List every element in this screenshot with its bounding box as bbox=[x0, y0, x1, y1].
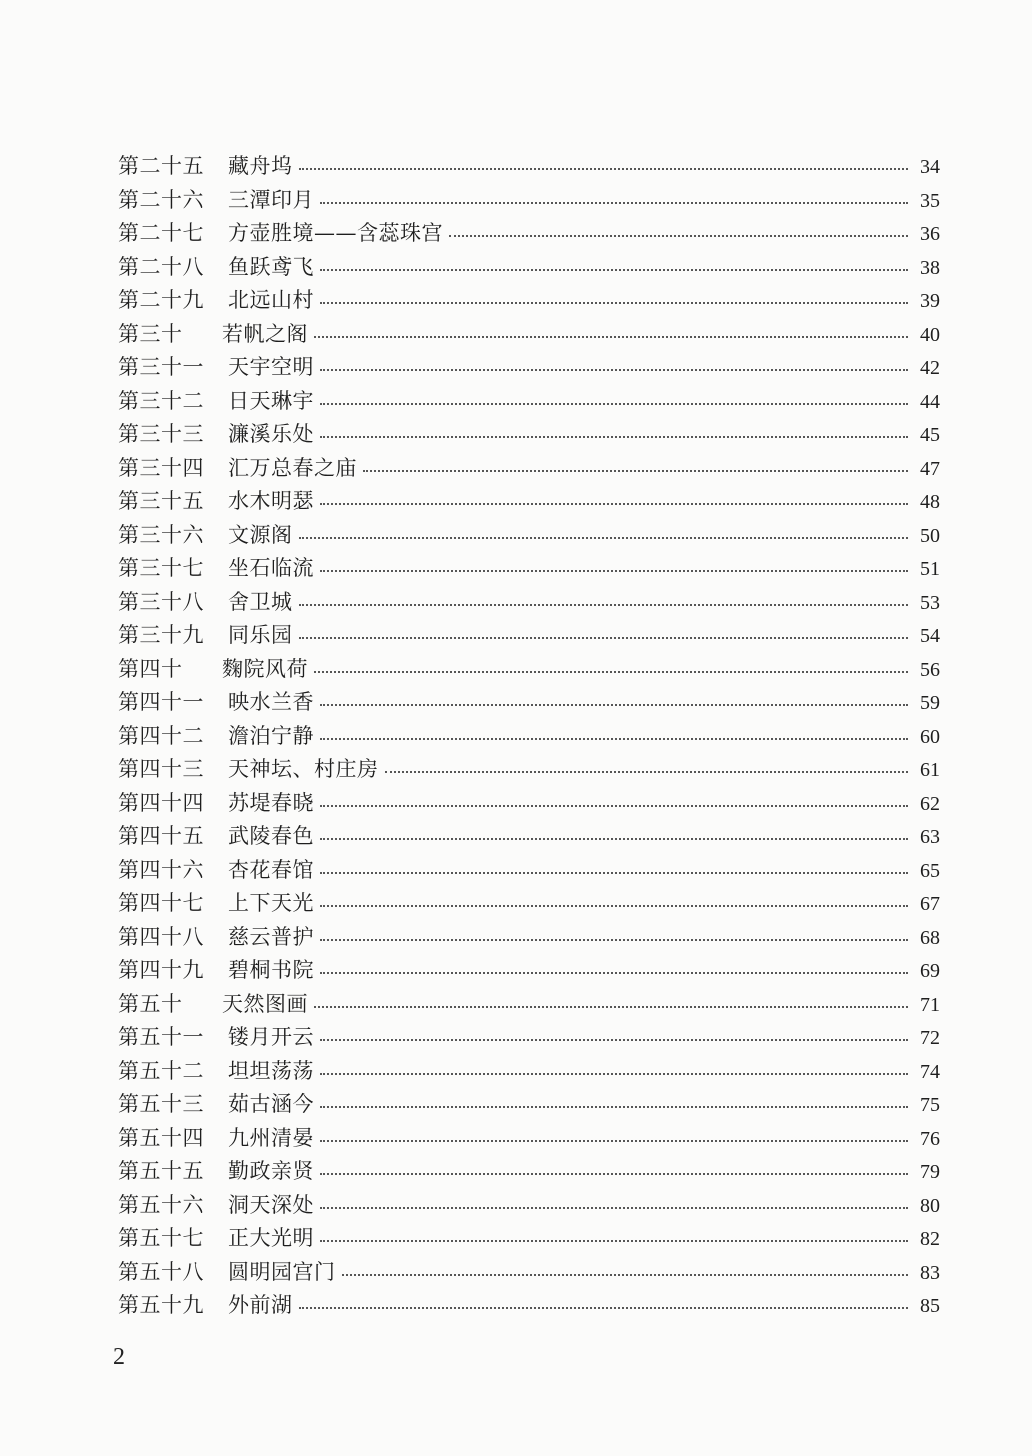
chapter-page-number: 38 bbox=[920, 256, 940, 279]
chapter-title: 天宇空明 bbox=[228, 355, 314, 379]
chapter-title: 水木明瑟 bbox=[228, 489, 314, 513]
chapter-page-number: 79 bbox=[920, 1161, 940, 1183]
chapter-number: 第五十一 bbox=[118, 1025, 204, 1049]
toc-entry bbox=[118, 586, 940, 620]
chapter-title: 藏舟坞 bbox=[228, 154, 293, 178]
toc-entry bbox=[118, 1222, 940, 1256]
chapter-page-number: 80 bbox=[920, 1194, 940, 1217]
chapter-number: 第三十一 bbox=[118, 355, 204, 379]
chapter-page-number: 82 bbox=[920, 1228, 940, 1250]
chapter-number: 第五十三 bbox=[118, 1092, 204, 1116]
chapter-page-number: 44 bbox=[920, 390, 940, 413]
chapter-number: 第四十二 bbox=[118, 723, 204, 748]
chapter-page-number: 68 bbox=[920, 926, 940, 949]
dot-leader bbox=[320, 1240, 908, 1242]
chapter-page-number: 51 bbox=[920, 558, 940, 580]
chapter-page-number: 56 bbox=[920, 658, 940, 681]
toc-entry bbox=[118, 887, 940, 921]
chapter-number: 第二十五 bbox=[118, 154, 204, 178]
toc-entry bbox=[118, 720, 940, 754]
chapter-title: 镂月开云 bbox=[228, 1025, 314, 1049]
toc-entry bbox=[118, 385, 940, 419]
toc-entry bbox=[118, 318, 940, 352]
toc-entry bbox=[118, 988, 940, 1022]
chapter-title: 舍卫城 bbox=[228, 589, 293, 614]
toc-entry bbox=[118, 1088, 940, 1122]
chapter-page-number: 65 bbox=[920, 859, 940, 882]
chapter-page-number: 76 bbox=[920, 1127, 940, 1150]
dot-leader bbox=[299, 168, 909, 170]
chapter-title: 濂溪乐处 bbox=[228, 422, 314, 446]
dot-leader bbox=[320, 1207, 908, 1209]
chapter-page-number: 47 bbox=[920, 457, 940, 480]
dot-leader bbox=[320, 972, 908, 974]
chapter-number: 第四十六 bbox=[118, 857, 204, 882]
dot-leader bbox=[320, 570, 908, 572]
toc-entry bbox=[118, 1189, 940, 1223]
chapter-title: 日天琳宇 bbox=[228, 388, 314, 413]
chapter-number: 第四十七 bbox=[118, 891, 204, 915]
dot-leader bbox=[299, 537, 909, 539]
chapter-page-number: 54 bbox=[920, 625, 940, 647]
chapter-title: 苏堤春晓 bbox=[228, 790, 314, 815]
chapter-title: 洞天深处 bbox=[228, 1192, 314, 1217]
dot-leader bbox=[320, 939, 908, 941]
chapter-title: 慈云普护 bbox=[228, 924, 314, 949]
chapter-page-number: 71 bbox=[920, 993, 940, 1016]
dot-leader bbox=[320, 1140, 908, 1142]
chapter-title: 映水兰香 bbox=[228, 690, 314, 714]
chapter-page-number: 36 bbox=[920, 223, 940, 245]
toc-entry bbox=[118, 452, 940, 486]
chapter-title: 外前湖 bbox=[228, 1293, 293, 1317]
chapter-title: 若帆之阁 bbox=[222, 321, 308, 346]
dot-leader bbox=[299, 1307, 909, 1309]
dot-leader bbox=[320, 738, 908, 740]
chapter-page-number: 50 bbox=[920, 524, 940, 547]
dot-leader bbox=[320, 872, 908, 874]
toc-entry bbox=[118, 921, 940, 955]
toc-entry bbox=[118, 217, 940, 251]
toc-entry bbox=[118, 1289, 940, 1323]
chapter-title: 勤政亲贤 bbox=[228, 1159, 314, 1183]
chapter-title: 武陵春色 bbox=[228, 824, 314, 848]
dot-leader bbox=[314, 336, 908, 338]
toc-entry bbox=[118, 753, 940, 787]
chapter-page-number: 42 bbox=[920, 357, 940, 379]
chapter-title: 文源阁 bbox=[228, 522, 293, 547]
chapter-number: 第五十五 bbox=[118, 1159, 204, 1183]
chapter-page-number: 63 bbox=[920, 826, 940, 848]
chapter-number: 第五十 bbox=[118, 991, 183, 1016]
dot-leader bbox=[320, 403, 908, 405]
dot-leader bbox=[320, 1106, 908, 1108]
toc-entry bbox=[118, 787, 940, 821]
dot-leader bbox=[385, 771, 909, 773]
dot-leader bbox=[314, 671, 908, 673]
chapter-title: 正大光明 bbox=[228, 1226, 314, 1250]
toc-entry bbox=[118, 351, 940, 385]
chapter-number: 第三十二 bbox=[118, 388, 204, 413]
chapter-title: 鱼跃鸢飞 bbox=[228, 254, 314, 279]
chapter-number: 第五十四 bbox=[118, 1125, 204, 1150]
chapter-page-number: 75 bbox=[920, 1094, 940, 1116]
toc-entry bbox=[118, 1021, 940, 1055]
toc-entry bbox=[118, 820, 940, 854]
toc-entry bbox=[118, 1055, 940, 1089]
dot-leader bbox=[314, 1006, 908, 1008]
chapter-number: 第三十七 bbox=[118, 556, 204, 580]
toc-entry bbox=[118, 1155, 940, 1189]
chapter-title: 九州清晏 bbox=[228, 1125, 314, 1150]
chapter-title: 麴院风荷 bbox=[222, 656, 308, 681]
chapter-number: 第四十五 bbox=[118, 824, 204, 848]
chapter-number: 第三十三 bbox=[118, 422, 204, 446]
chapter-title: 汇万总春之庙 bbox=[228, 455, 357, 480]
chapter-page-number: 85 bbox=[920, 1295, 940, 1317]
dot-leader bbox=[320, 1173, 908, 1175]
dot-leader bbox=[320, 202, 908, 204]
toc-entry bbox=[118, 686, 940, 720]
toc-entry bbox=[118, 184, 940, 218]
chapter-number: 第三十五 bbox=[118, 489, 204, 513]
toc-entry bbox=[118, 1256, 940, 1290]
chapter-title: 上下天光 bbox=[228, 891, 314, 915]
table-of-contents bbox=[118, 150, 940, 1323]
dot-leader bbox=[320, 805, 908, 807]
chapter-page-number: 61 bbox=[920, 759, 940, 781]
chapter-number: 第三十六 bbox=[118, 522, 204, 547]
toc-entry bbox=[118, 150, 940, 184]
chapter-page-number: 53 bbox=[920, 591, 940, 614]
chapter-number: 第三十八 bbox=[118, 589, 204, 614]
chapter-title: 同乐园 bbox=[228, 623, 293, 647]
dot-leader bbox=[320, 369, 908, 371]
toc-entry bbox=[118, 519, 940, 553]
chapter-number: 第四十九 bbox=[118, 958, 204, 982]
dot-leader bbox=[320, 302, 908, 304]
chapter-title: 坐石临流 bbox=[228, 556, 314, 580]
chapter-title: 北远山村 bbox=[228, 288, 314, 312]
chapter-page-number: 67 bbox=[920, 893, 940, 915]
toc-entry bbox=[118, 251, 940, 285]
chapter-number: 第四十 bbox=[118, 656, 183, 681]
chapter-page-number: 69 bbox=[920, 960, 940, 982]
chapter-page-number: 83 bbox=[920, 1261, 940, 1284]
chapter-title: 坦坦荡荡 bbox=[228, 1058, 314, 1083]
toc-entry bbox=[118, 284, 940, 318]
dot-leader bbox=[320, 503, 908, 505]
dot-leader bbox=[342, 1274, 909, 1276]
dot-leader bbox=[320, 905, 908, 907]
toc-entry bbox=[118, 954, 940, 988]
dot-leader bbox=[320, 838, 908, 840]
chapter-number: 第五十二 bbox=[118, 1058, 204, 1083]
chapter-page-number: 72 bbox=[920, 1027, 940, 1049]
toc-entry bbox=[118, 485, 940, 519]
chapter-page-number: 60 bbox=[920, 725, 940, 748]
chapter-title: 天神坛、村庄房 bbox=[228, 757, 379, 781]
chapter-number: 第二十九 bbox=[118, 288, 204, 312]
toc-entry bbox=[118, 418, 940, 452]
chapter-number: 第五十七 bbox=[118, 1226, 204, 1250]
chapter-number: 第二十八 bbox=[118, 254, 204, 279]
chapter-number: 第二十七 bbox=[118, 221, 204, 245]
chapter-number: 第五十六 bbox=[118, 1192, 204, 1217]
chapter-number: 第五十八 bbox=[118, 1259, 204, 1284]
chapter-number: 第三十 bbox=[118, 321, 183, 346]
toc-entry bbox=[118, 619, 940, 653]
dot-leader bbox=[320, 269, 908, 271]
chapter-page-number: 62 bbox=[920, 792, 940, 815]
chapter-page-number: 34 bbox=[920, 156, 940, 178]
chapter-title: 天然图画 bbox=[222, 991, 308, 1016]
toc-entry bbox=[118, 1122, 940, 1156]
chapter-title: 杏花春馆 bbox=[228, 857, 314, 882]
dot-leader bbox=[320, 436, 908, 438]
chapter-number: 第四十一 bbox=[118, 690, 204, 714]
chapter-title: 茹古涵今 bbox=[228, 1092, 314, 1116]
toc-entry bbox=[118, 552, 940, 586]
chapter-page-number: 39 bbox=[920, 290, 940, 312]
chapter-number: 第四十八 bbox=[118, 924, 204, 949]
dot-leader bbox=[320, 1039, 908, 1041]
chapter-number: 第三十四 bbox=[118, 455, 204, 480]
dot-leader bbox=[320, 704, 908, 706]
chapter-number: 第五十九 bbox=[118, 1293, 204, 1317]
dot-leader bbox=[299, 637, 909, 639]
dot-leader bbox=[320, 1073, 908, 1075]
chapter-page-number: 74 bbox=[920, 1060, 940, 1083]
chapter-title: 三潭印月 bbox=[228, 187, 314, 212]
dot-leader bbox=[299, 604, 909, 606]
chapter-title: 澹泊宁静 bbox=[228, 723, 314, 748]
chapter-number: 第三十九 bbox=[118, 623, 204, 647]
chapter-number: 第四十三 bbox=[118, 757, 204, 781]
chapter-title: 方壶胜境——含蕊珠宫 bbox=[228, 221, 443, 245]
chapter-title: 圆明园宫门 bbox=[228, 1259, 336, 1284]
chapter-page-number: 59 bbox=[920, 692, 940, 714]
toc-entry bbox=[118, 653, 940, 687]
chapter-number: 第二十六 bbox=[118, 187, 204, 212]
chapter-page-number: 48 bbox=[920, 491, 940, 513]
dot-leader bbox=[363, 470, 908, 472]
chapter-page-number: 40 bbox=[920, 323, 940, 346]
chapter-title: 碧桐书院 bbox=[228, 958, 314, 982]
chapter-page-number: 35 bbox=[920, 189, 940, 212]
toc-entry bbox=[118, 854, 940, 888]
footer-page-number: 2 bbox=[113, 1344, 125, 1370]
chapter-page-number: 45 bbox=[920, 424, 940, 446]
dot-leader bbox=[449, 235, 908, 237]
chapter-number: 第四十四 bbox=[118, 790, 204, 815]
